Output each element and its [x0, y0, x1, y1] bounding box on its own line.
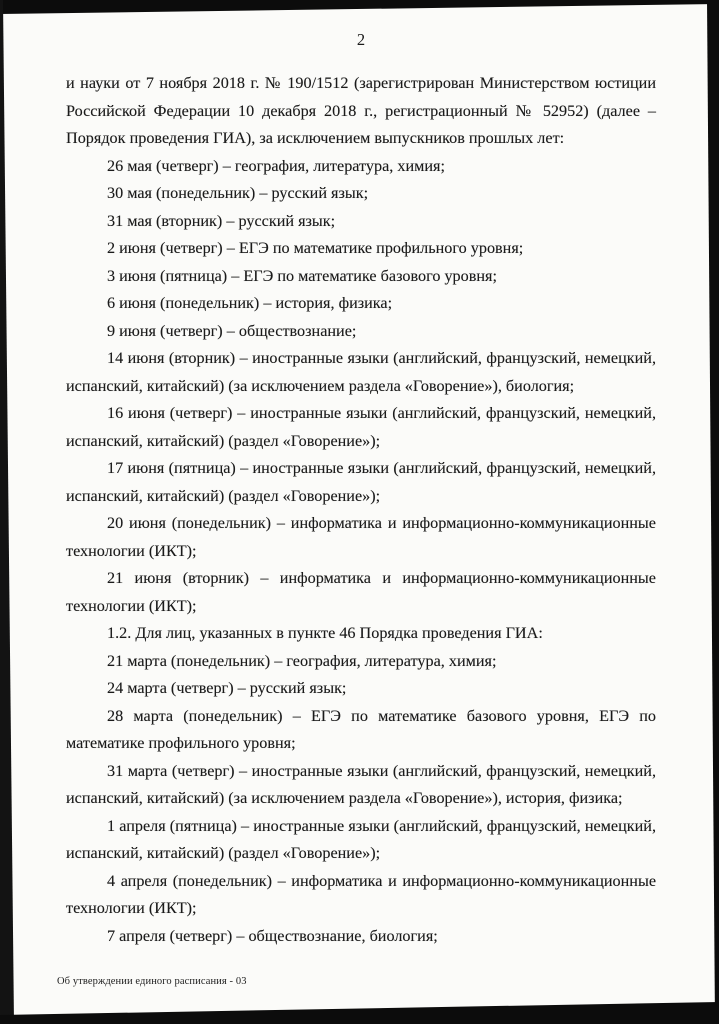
schedule-item: 24 марта (четверг) – русский язык; — [107, 679, 347, 697]
schedule-item: 17 июня (пятница) – иностранные языки (английский, французский, немецкий, испанский, китайский) (раздел «Говорение»); — [66, 459, 656, 505]
schedule-item: 3 июня (пятница) – ЕГЭ по математике базового уровня; — [107, 266, 497, 285]
footer-document-label: Об утверждении единого расписания - 03 — [57, 976, 247, 987]
schedule-item: 1 апреля (пятница) – иностранные языки (английский, французский, немецкий, испанский, китайский) (раздел «Говорение»); — [66, 816, 656, 862]
schedule-item: 26 мая (четверг) – география, литература, химия; — [107, 156, 445, 175]
schedule-item: 31 марта (четверг) – иностранные языки (английский, французский, немецкий, испанский, китайский) (за исключением раздела «Говорение»), история, физика; — [66, 761, 656, 807]
scan-artifact-top-edge — [0, 0, 719, 15]
document-body — [66, 70, 656, 950]
paragraph-intro: и науки от 7 ноября 2018 г. № 190/1512 (зарегистрирован Министерством юстиции Российской Федерации 10 декабря 2018 г., регистрационный № 52952) (далее – Порядок проведения ГИА), за исключением выпускников прошлых лет: — [66, 74, 656, 147]
schedule-item: 31 мая (вторник) – русский язык; — [107, 211, 336, 230]
schedule-item: 28 марта (понедельник) – ЕГЭ по математике базового уровня, ЕГЭ по математике профильного уровня; — [66, 706, 656, 752]
schedule-item: 20 июня (понедельник) – информатика и информационно-коммуникационные технологии (ИКТ); — [66, 514, 656, 560]
schedule-item: 30 мая (понедельник) – русский язык; — [107, 184, 369, 202]
schedule-item: 6 июня (понедельник) – история, физика; — [107, 294, 393, 312]
section-heading-1-2: 1.2. Для лиц, указанных в пункте 46 Порядка проведения ГИА: — [107, 624, 543, 642]
schedule-item: 21 марта (понедельник) – география, литература, химия; — [107, 651, 497, 670]
schedule-item: 7 апреля (четверг) – обществознание, биология; — [107, 926, 438, 945]
schedule-item: 4 апреля (понедельник) – информатика и информационно-коммуникационные технологии (ИКТ); — [66, 871, 656, 917]
scan-artifact-right-edge — [706, 0, 719, 1024]
schedule-item: 2 июня (четверг) – ЕГЭ по математике профильного уровня; — [107, 239, 524, 257]
schedule-item: 14 июня (вторник) – иностранные языки (английский, французский, немецкий, испанский, китайский) (за исключением раздела «Говорение»), биология; — [66, 349, 656, 395]
schedule-item: 16 июня (четверг) – иностранные языки (английский, французский, немецкий, испанский, китайский) (раздел «Говорение»); — [66, 404, 656, 450]
scan-artifact-bottom-edge — [0, 998, 719, 1024]
schedule-item: 21 июня (вторник) – информатика и информационно-коммуникационные технологии (ИКТ); — [66, 569, 656, 615]
page-number: 2 — [356, 30, 366, 49]
schedule-item: 9 июня (четверг) – обществознание; — [107, 321, 357, 340]
scan-artifact-left-edge — [0, 0, 16, 1024]
